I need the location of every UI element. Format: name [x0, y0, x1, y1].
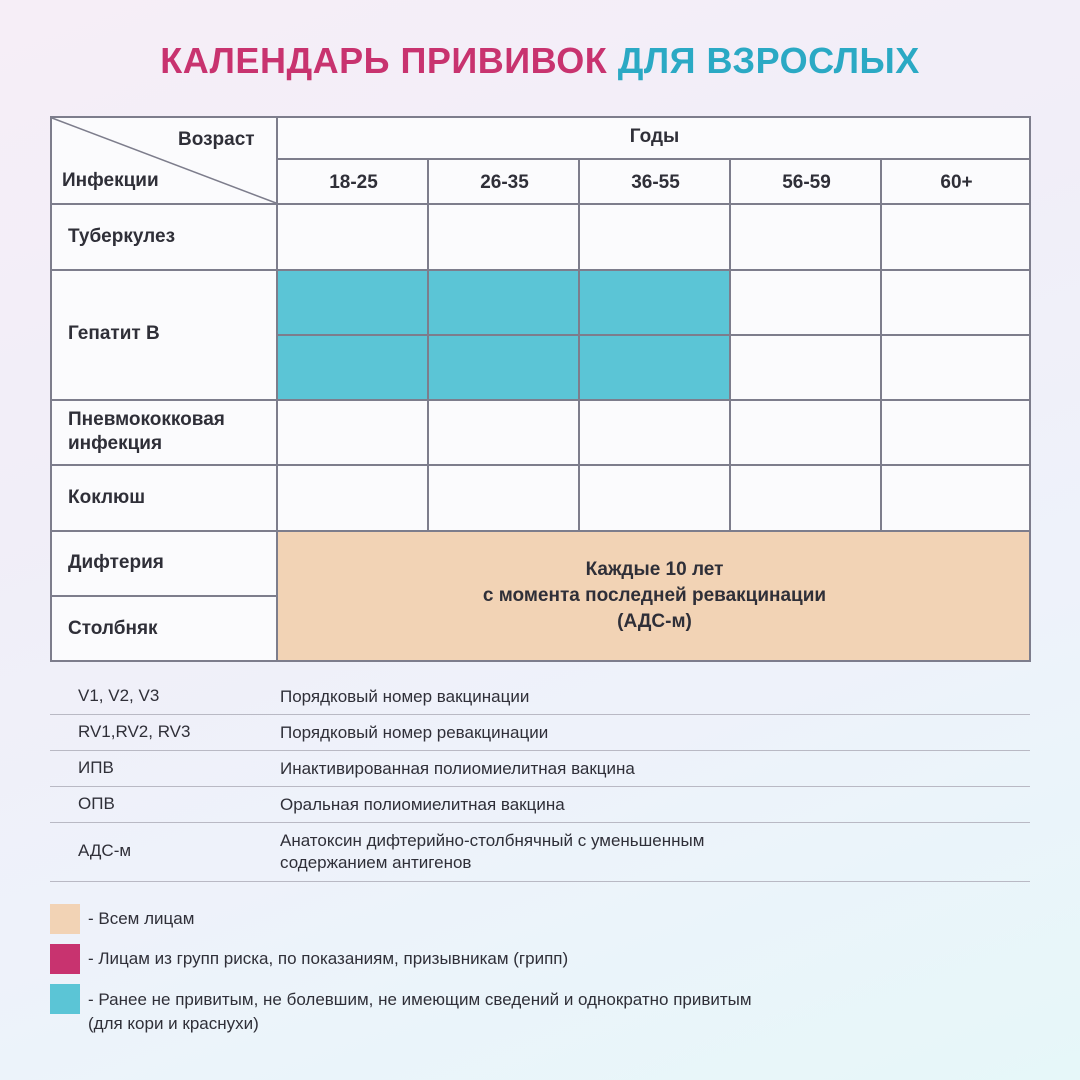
- pink-swatch: [50, 944, 80, 974]
- row-label-pertussis: Коклюш: [68, 487, 146, 508]
- row-label-tuberculosis: Туберкулез: [68, 226, 176, 247]
- legend-text: [88, 988, 988, 1036]
- abbreviation: V1, V2, V3: [78, 686, 160, 705]
- abbreviation: АДС-м: [78, 841, 132, 860]
- row-label-diphtheria: Дифтерия: [68, 552, 164, 573]
- note-line-3: (АДС-м): [617, 611, 692, 632]
- abbreviation-row: [50, 751, 1030, 787]
- abbreviation-row: [50, 715, 1030, 751]
- legend-item-pink: [50, 944, 1030, 974]
- age-group-header: 26-35: [480, 172, 529, 193]
- teal-swatch: [50, 984, 80, 1014]
- peach-swatch: [50, 904, 80, 934]
- abbreviation: RV1,RV2, RV3: [78, 722, 191, 741]
- legend-item-peach: [50, 904, 1030, 934]
- abbreviations-table: [50, 680, 1030, 882]
- age-group-header: 18-25: [329, 172, 378, 193]
- abbreviation-description: Порядковый номер ревакцинации: [280, 723, 549, 742]
- legend-item-teal: [50, 984, 1030, 1034]
- age-group-header: 36-55: [631, 172, 680, 193]
- title-part-2: ДЛЯ ВЗРОСЛЫХ: [617, 40, 920, 81]
- legend-text: - Лицам из групп риска, по показаниям, призывникам (грипп): [88, 949, 569, 968]
- corner-age-label: Возраст: [178, 129, 255, 150]
- abbreviation-row: [50, 823, 1030, 882]
- abbreviation-description: Инактивированная полиомиелитная вакцина: [280, 759, 635, 778]
- legend-text: - Всем лицам: [88, 909, 195, 928]
- abbreviation-description: [280, 830, 900, 874]
- note-line-1: Каждые 10 лет: [585, 559, 724, 580]
- years-header: Годы: [629, 126, 680, 147]
- abbreviation-row: [50, 787, 1030, 823]
- row-label-pneumococcal-line2: инфекция: [68, 433, 163, 454]
- abbreviation-row: [50, 680, 1030, 715]
- title-part-1: КАЛЕНДАРЬ ПРИВИВОК: [160, 40, 608, 81]
- row-label-hepatitis-b: Гепатит В: [68, 323, 160, 344]
- age-group-header: 56-59: [782, 172, 831, 193]
- abbreviation-description-line2: содержанием антигенов: [280, 853, 472, 872]
- age-group-header: 60+: [940, 172, 973, 193]
- abbreviation: ИПВ: [78, 758, 114, 777]
- corner-infections-label: Инфекции: [62, 170, 159, 191]
- row-label-tetanus: Столбняк: [68, 618, 158, 639]
- abbreviation: ОПВ: [78, 794, 115, 813]
- abbreviation-description: Порядковый номер вакцинации: [280, 687, 530, 706]
- row-label-pneumococcal-line1: Пневмококковая: [68, 409, 225, 430]
- hepatitis-b-fill: [278, 270, 730, 400]
- revaccination-note: [278, 557, 1031, 635]
- legend-text-line1: - Ранее не привитым, не болевшим, не имеющим сведений и однократно привитым: [88, 990, 752, 1009]
- page-title: [0, 40, 1080, 82]
- row-label-pneumococcal: [68, 408, 225, 456]
- abbreviation-description: Оральная полиомиелитная вакцина: [280, 795, 565, 814]
- abbreviation-description-line1: Анатоксин дифтерийно-столбнячный с уменьшенным: [280, 831, 705, 850]
- note-line-2: с момента последней ревакцинации: [482, 585, 827, 606]
- legend-text-line2: (для кори и краснухи): [88, 1014, 259, 1033]
